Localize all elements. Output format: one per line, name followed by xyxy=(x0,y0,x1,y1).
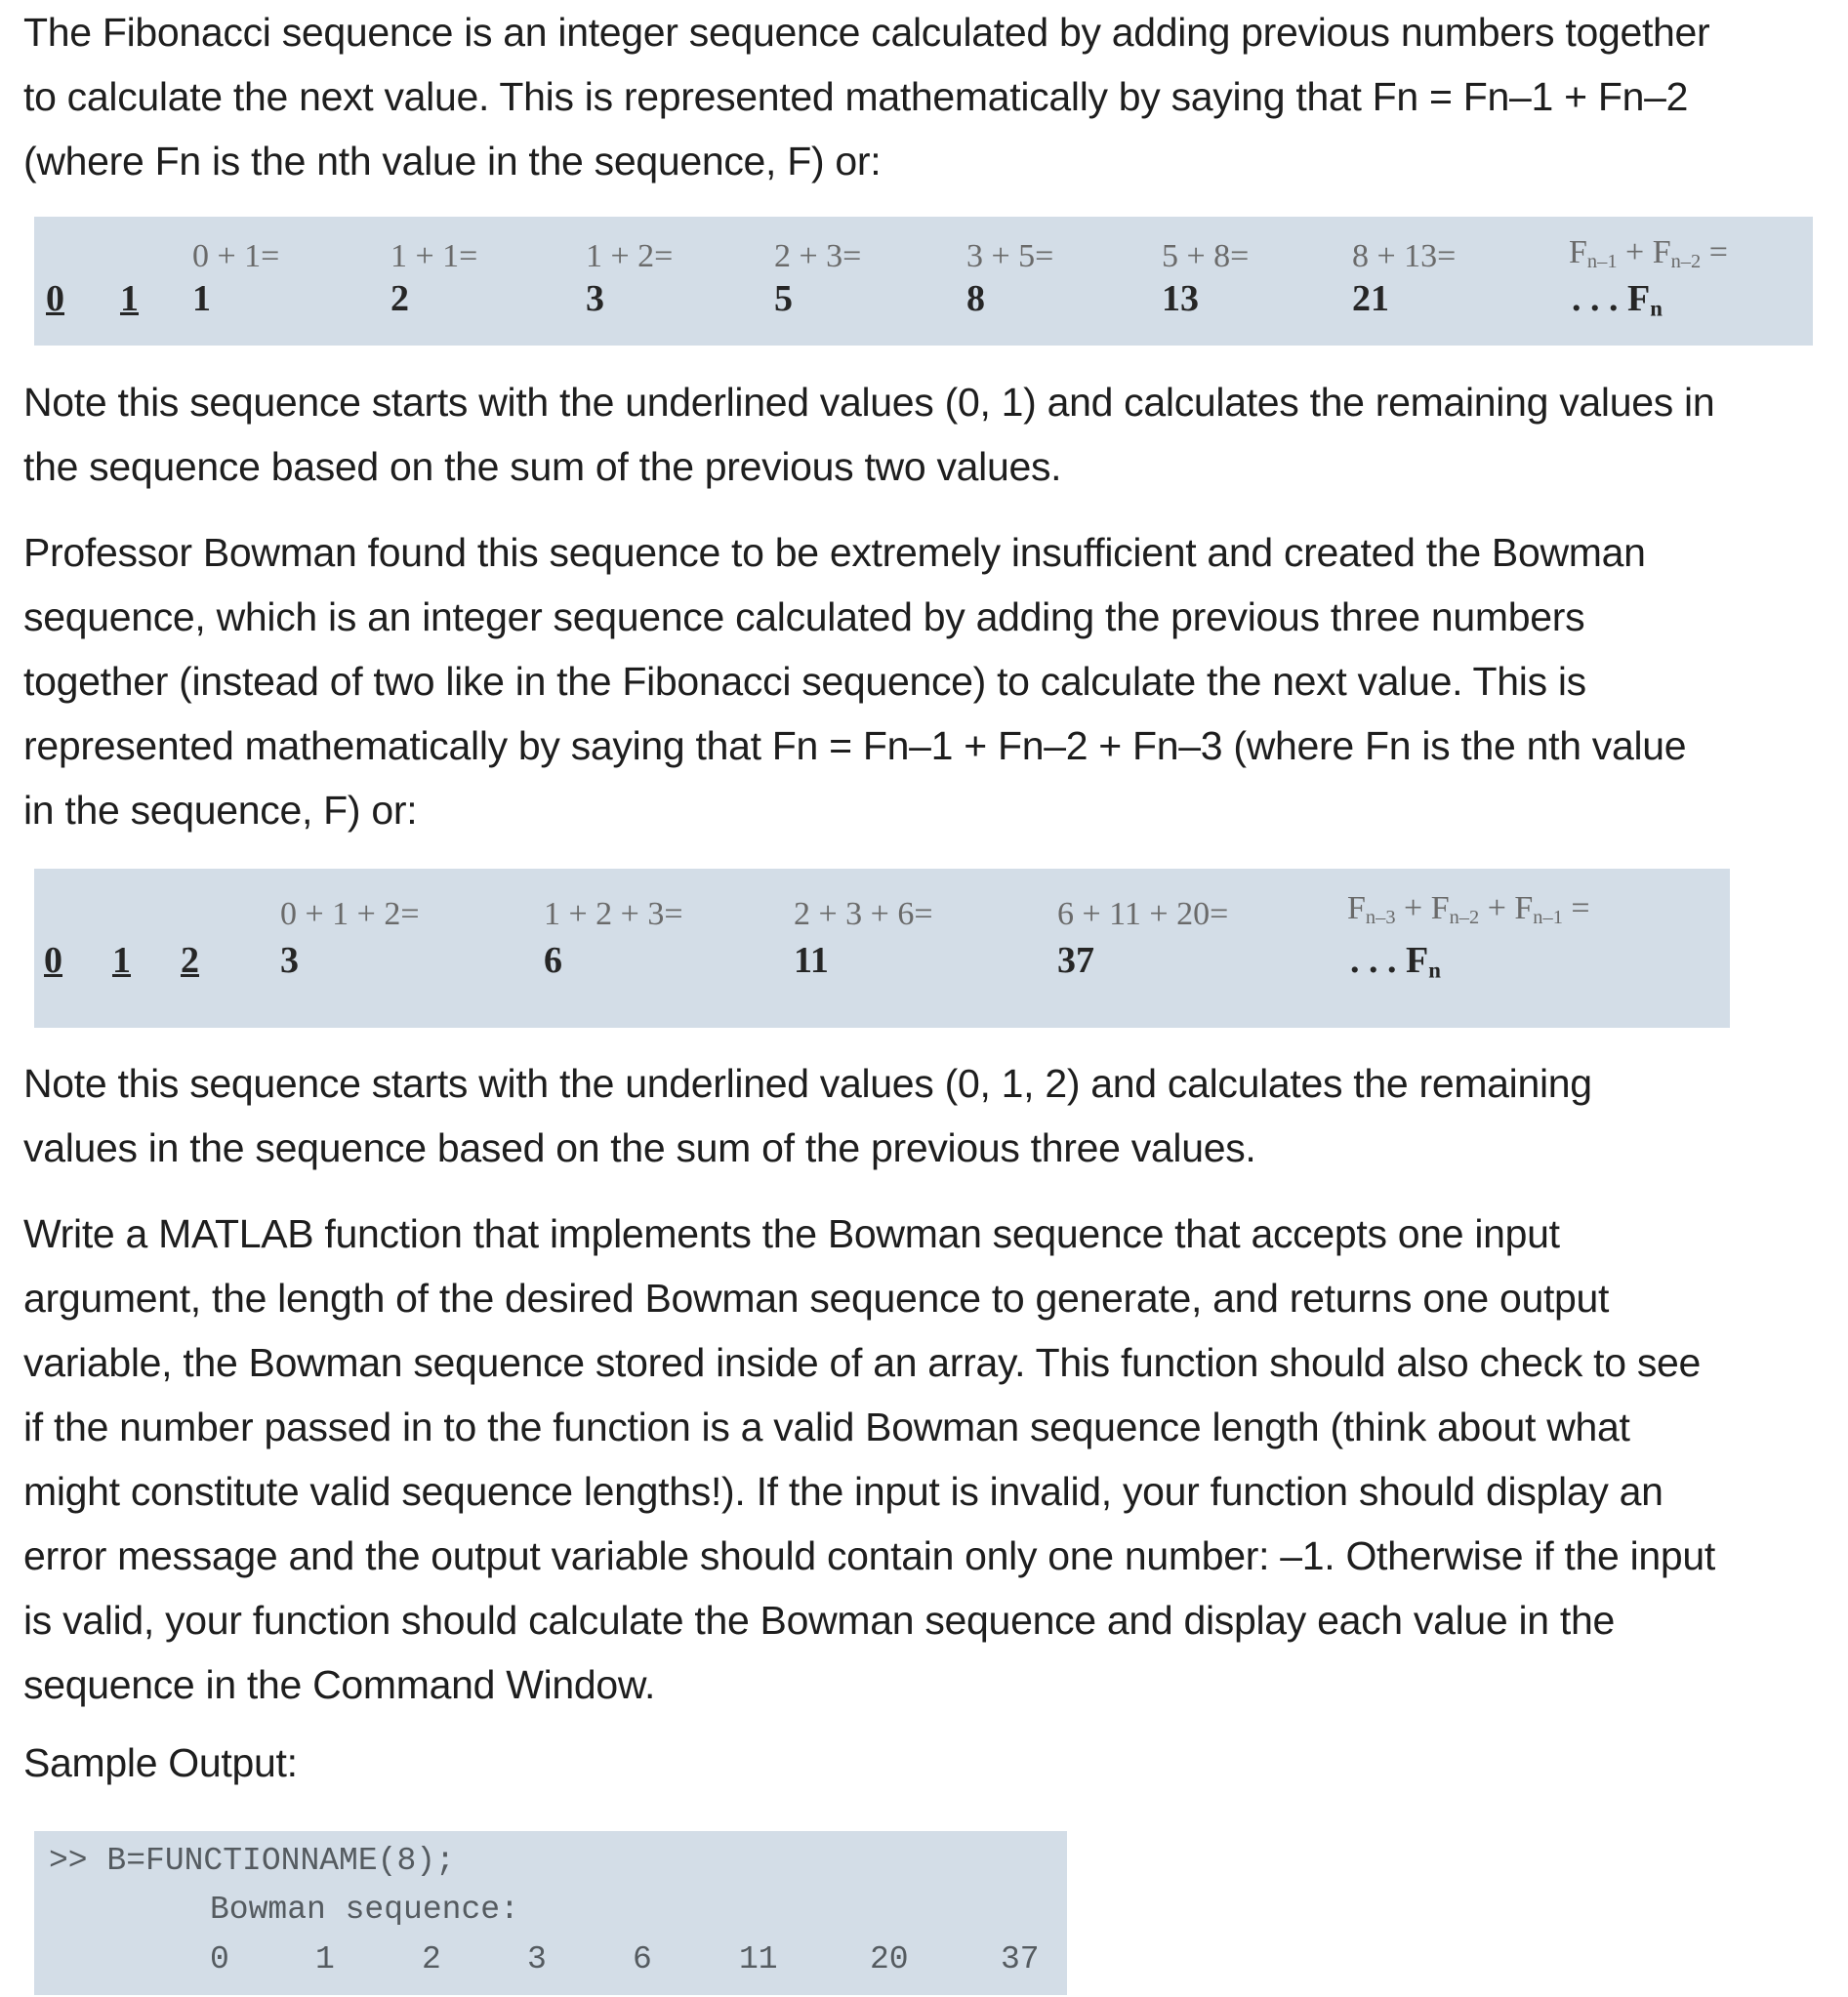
note-paragraph-1 xyxy=(23,370,1714,499)
text-line: sequence, which is an integer sequence calculated by adding the previous three numbers xyxy=(23,594,1585,639)
console-value: 37 xyxy=(1001,1941,1040,1977)
fib-step-result: 5 xyxy=(774,278,793,319)
text-line: represented mathematically by saying that Fn = Fn–1 + Fn–2 + Fn–3 (where Fn is the nth value xyxy=(23,723,1687,768)
text-line: Sample Output: xyxy=(23,1740,298,1785)
text-line: the sequence based on the sum of the previous two values. xyxy=(23,444,1062,489)
fib-step-expression: 1 + 2= xyxy=(586,238,674,274)
text-line: in the sequence, F) or: xyxy=(23,788,418,833)
fib-step-result: 3 xyxy=(586,278,604,319)
bowman-step-result: 6 xyxy=(544,940,562,981)
text-line: (where Fn is the nth value in the sequence, F) or: xyxy=(23,139,882,183)
text-line: sequence in the Command Window. xyxy=(23,1662,656,1707)
bowman-step-expression: 2 + 3 + 6= xyxy=(794,896,933,932)
text-line: Note this sequence starts with the underlined values (0, 1) and calculates the remaining values in xyxy=(23,380,1715,425)
fib-step-result: 13 xyxy=(1162,278,1199,319)
bowman-step-expression: 1 + 2 + 3= xyxy=(544,896,683,932)
sample-output-label xyxy=(23,1731,298,1795)
text-line: is valid, your function should calculate the Bowman sequence and display each value in the xyxy=(23,1598,1615,1643)
console-value: 6 xyxy=(633,1941,652,1977)
fib-step-expression: 3 + 5= xyxy=(966,238,1054,274)
text-line: variable, the Bowman sequence stored inside of an array. This function should also check to see xyxy=(23,1340,1702,1385)
bowman-step-expression: 6 + 11 + 20= xyxy=(1057,896,1229,932)
fib-step-result: 8 xyxy=(966,278,985,319)
text-line: error message and the output variable should contain only one number: –1. Otherwise if the input xyxy=(23,1533,1715,1578)
bowman-seed-value: 0 xyxy=(44,940,62,981)
bowman-step-expression: 0 + 1 + 2= xyxy=(280,896,420,932)
fib-step-expression: 8 + 13= xyxy=(1352,238,1457,274)
text-line: together (instead of two like in the Fibonacci sequence) to calculate the next value. This is xyxy=(23,659,1586,704)
fib-general-expression: $F_{n-1} + F_{n-2}$ = xyxy=(1569,234,1728,273)
text-line: Write a MATLAB function that implements the Bowman sequence that accepts one input xyxy=(23,1211,1560,1256)
console-value: 3 xyxy=(527,1941,547,1977)
fibonacci-sequence-table xyxy=(34,217,1813,346)
text-line: to calculate the next value. This is represented mathematically by saying that Fn = Fn–1 + Fn–2 xyxy=(23,74,1689,119)
intro-paragraph xyxy=(23,0,1709,193)
text-line: argument, the length of the desired Bowman sequence to generate, and returns one output xyxy=(23,1276,1610,1321)
text-line: Note this sequence starts with the underlined values (0, 1, 2) and calculates the remaining xyxy=(23,1061,1592,1106)
fib-step-result: 2 xyxy=(390,278,409,319)
console-value: 11 xyxy=(739,1941,778,1977)
bowman-seed-value: 1 xyxy=(112,940,131,981)
fib-seed-value: 1 xyxy=(120,278,139,319)
bowman-general-result: . . . $F_n$ xyxy=(1350,940,1441,983)
task-paragraph xyxy=(23,1202,1715,1717)
text-line: Professor Bowman found this sequence to be extremely insufficient and created the Bowman xyxy=(23,530,1646,575)
bowman-step-result: 37 xyxy=(1057,940,1094,981)
console-value: 1 xyxy=(315,1941,335,1977)
fib-step-result: 1 xyxy=(192,278,211,319)
console-header: Bowman sequence: xyxy=(210,1892,519,1928)
bowman-step-result: 3 xyxy=(280,940,299,981)
fib-step-expression: 1 + 1= xyxy=(390,238,478,274)
console-value: 2 xyxy=(422,1941,441,1977)
fib-step-expression: 2 + 3= xyxy=(774,238,862,274)
fib-step-result: 21 xyxy=(1352,278,1389,319)
text-line: values in the sequence based on the sum of the previous three values. xyxy=(23,1125,1256,1170)
bowman-sequence-table xyxy=(34,869,1730,1028)
note-paragraph-2 xyxy=(23,1051,1592,1180)
bowman-seed-value: 2 xyxy=(181,940,199,981)
text-line: if the number passed in to the function is a valid Bowman sequence length (think about what xyxy=(23,1405,1630,1449)
fib-step-expression: 5 + 8= xyxy=(1162,238,1250,274)
text-line: might constitute valid sequence lengths!). If the input is invalid, your function should display an xyxy=(23,1469,1663,1514)
bowman-step-result: 11 xyxy=(794,940,829,981)
fib-step-expression: 0 + 1= xyxy=(192,238,280,274)
bowman-general-expression: $F_{n-3} + F_{n-2} + F_{n-1}$ = xyxy=(1347,890,1590,929)
bowman-intro-paragraph xyxy=(23,520,1686,842)
console-value: 20 xyxy=(870,1941,909,1977)
console-command: >> B=FUNCTIONNAME(8); xyxy=(49,1843,455,1879)
fib-seed-value: 0 xyxy=(46,278,64,319)
console-value: 0 xyxy=(210,1941,229,1977)
sample-output-console xyxy=(34,1831,1067,1995)
text-line: The Fibonacci sequence is an integer sequence calculated by adding previous numbers together xyxy=(23,10,1710,55)
fib-general-result: . . . $F_n$ xyxy=(1572,278,1663,321)
